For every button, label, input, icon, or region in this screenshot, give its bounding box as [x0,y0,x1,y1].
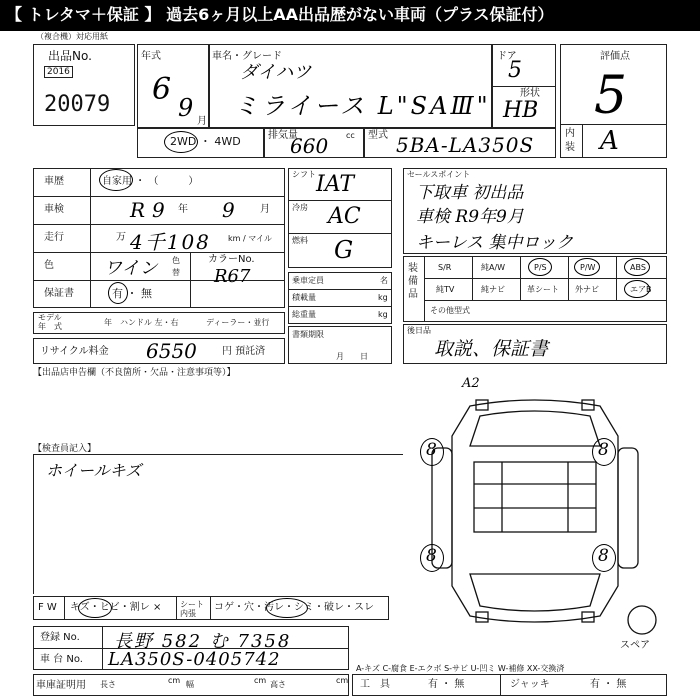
floor-label: F W [38,602,57,613]
equip-ps: P/S [534,263,547,272]
equip-sr: S/R [438,263,452,272]
yogore-circle [266,598,308,618]
plate-label: 登録 No. [40,632,80,643]
gross-unit: kg [378,310,388,319]
other-model-label: その他型式 [430,306,470,315]
displacement: 660 [290,134,329,158]
tools-label: 工 具 [360,679,390,690]
inspection-label: 車検 [44,204,64,215]
paper-note: （複合機）対応用紙 [36,32,108,41]
shape: HB [503,98,539,123]
cert-width: 幅 [186,680,194,689]
floor-text-c: コゲ・穴・汚レ・シミ・破レ・スレ [214,602,374,613]
history-options: 自家用 ・ （ ） [102,176,199,187]
doc-deadline-unit: 月 日 [336,352,368,361]
interior-label-1: 内 [565,128,575,139]
color-change-2: 替 [172,268,180,277]
color-no-label: カラーNo. [208,254,255,265]
displacement-label: 排気量 [268,130,298,141]
cert-height-unit: cm [336,676,349,685]
inspection-year: 9 [152,198,165,222]
tools-options: 有 ・ 無 [428,679,465,690]
tire-rl-depth: 8 [426,546,437,566]
fuel-value: G [334,236,354,264]
plate-value: 長野 582 む 7358 [114,631,292,652]
equip-pw: P/W [580,263,596,272]
drive-2wd-circle [164,131,198,153]
hibi-circle [78,598,112,618]
recycle-label: リサイクル料金 [40,346,109,357]
inspection-month: 9 [222,198,235,222]
doc-deadline-label: 書類期限 [292,330,324,339]
year-value: 6 [152,72,172,107]
ps-circle [528,258,552,276]
jack-options: 有 ・ 無 [590,679,627,690]
year-label: 年式 [141,51,161,62]
drive-options: 2WD ・ 4WD [170,135,241,148]
score: 5 [594,66,628,126]
equip-tv: 純TV [436,285,455,294]
model-year-unit: 年 [104,318,112,327]
sales-line-1: 下取車 初出品 [416,183,524,203]
store-remarks-label: 【出品店申告欄（不良箇所・欠品・注意事項等）】 [33,368,236,378]
damage-legend: A-キズ C-腐食 E-エクボ S-サビ U-凹ミ W-補修 XX-交換済 [356,664,565,673]
gross-label: 総重量 [292,310,316,319]
front-mark: A2 [462,376,480,391]
car-name-label: 車名・グレード [212,51,282,62]
sales-line-2: 車検 R9年9月 [416,207,524,227]
capacity-unit: 名 [380,276,388,285]
shift-label: シフト [292,170,316,179]
model-grade: ミライース L"SAⅢ" [234,92,491,120]
doors: 5 [508,58,522,83]
tire-fr-depth: 8 [598,440,609,460]
inspector-label: 【検査員記入】 [33,444,97,454]
recycle-unit: 円 預託済 [222,346,266,357]
cert-height: 高さ [270,680,286,689]
mileage-label: 走行 [44,232,64,243]
color-label: 色 [44,260,54,271]
door-label: ドア [497,51,517,62]
airbag-circle [624,280,650,298]
equip-abs: ABS [630,263,646,272]
mileage-units: km / マイル [228,234,273,243]
cert-length-unit: cm [168,676,181,685]
accessories-label: 後日品 [407,326,431,335]
equip-navi: 純ナビ [481,285,505,294]
recycle-value: 6550 [146,339,197,363]
shift-value: IAT [316,172,355,197]
model-year-label-1: モデル [38,313,62,322]
warranty-label: 保証書 [44,288,74,299]
warranty-options: 有 ・ 無 [112,287,152,300]
equip-ext-navi: 外ナビ [575,285,599,294]
accessories-value: 取説、保証書 [434,338,549,360]
mileage-value: 4千108 [130,230,211,254]
interior-score: A [600,126,619,156]
chassis-label: 車 台 No. [40,654,83,665]
history-circle [99,169,133,191]
dealer-options: ディーラー・並行 [206,318,270,327]
inspection-month-unit: 月 [260,204,270,215]
floor-text-a: キズ・ヒビ・割レ × [70,602,162,613]
score-label: 評価点 [600,51,630,62]
cert-width-unit: cm [254,676,267,685]
fuel-label: 燃料 [292,236,308,245]
tire-rr-depth: 8 [598,546,609,566]
model-year-label-2: 年 式 [38,322,62,331]
shape-label: 形状 [520,88,540,99]
inspector-note: ホイールキズ [46,461,142,480]
interior-label-2: 装 [565,142,575,153]
equip-aw: 純A/W [481,263,506,272]
inspection-year-unit: 年 [178,204,188,215]
spare-label: スペア [620,640,650,651]
type-label: 型式 [368,130,388,141]
chassis-value: LA350S-0405742 [108,649,281,670]
month-unit: 月 [197,116,207,127]
equipment-label: 装備品 [408,263,418,300]
inspection-era: R [130,198,146,222]
cooling-value: AC [328,204,361,229]
load-label: 積載量 [292,293,316,302]
color-change-1: 色 [172,256,180,265]
abs-circle [624,258,650,276]
car-damage-diagram [404,376,670,646]
lot-label: 出品No. [48,49,92,63]
mileage-man: 万 [116,232,126,243]
cert-length: 長さ [100,680,116,689]
month-value: 9 [178,94,194,122]
cooling-label: 冷房 [292,203,308,212]
garage-cert-label: 車庫証明用 [36,680,86,691]
lot-number: 20079 [44,92,111,117]
warranty-circle [108,282,128,304]
maker: ダイハツ [240,62,312,83]
color-value: ワイン [104,258,158,279]
equip-leather: 革シート [527,285,559,294]
cc-unit: cc [346,131,355,140]
tire-fl-depth: 8 [426,440,437,460]
header-banner-text: 【 トレタマ＋保証 】 過去6ヶ月以上AA出品歴がない車両（プラス保証付） [6,5,554,24]
floor-text-b: シート 内張 [180,600,204,618]
history-label: 車歴 [44,176,64,187]
handle-options: ハンドル 左・右 [120,318,179,327]
pw-circle [574,258,600,276]
sales-points-label: セールスポイント [407,170,471,179]
color-no: R67 [214,266,251,287]
sales-line-3: キーレス 集中ロック [416,233,574,253]
year-stamp: 2016 [44,66,73,78]
jack-label: ジャッキ [510,679,550,690]
load-unit: kg [378,293,388,302]
capacity-label: 乗車定員 [292,276,324,285]
equip-airbag: エアB [630,285,652,294]
model-code: 5BA-LA350S [396,133,535,157]
